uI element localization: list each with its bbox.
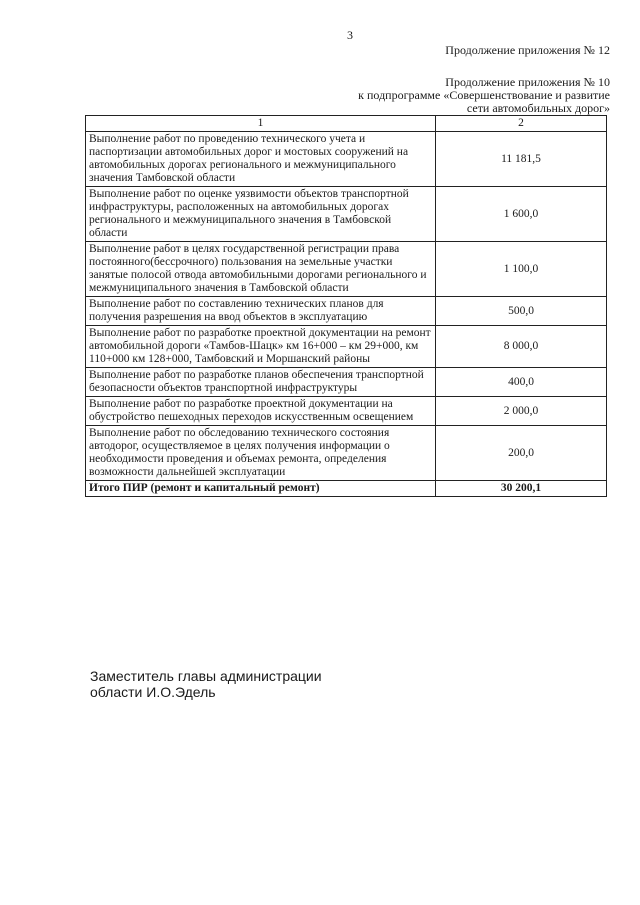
- work-description: Выполнение работ по разработке проектной документации на обустройство пешеходных переходов искусственным освещением: [86, 397, 436, 426]
- work-amount: 11 181,5: [436, 132, 607, 187]
- appendix-header-12: [445, 44, 610, 57]
- work-description: Выполнение работ по разработке проектной документации на ремонт автомобильной дороги «Тамбов-Шацк» км 16+000 – км 29+000, км 110+000 км 128+000, Тамбовский и Моршанский районы: [86, 326, 436, 368]
- work-amount: 200,0: [436, 426, 607, 481]
- table-row: [86, 368, 607, 397]
- work-description: Выполнение работ по разработке планов обеспечения транспортной безопасности объектов транспортной инфраструктуры: [86, 368, 436, 397]
- signature-name: области И.О.Эдель: [90, 684, 216, 700]
- signature-position: Заместитель главы администрации: [90, 668, 322, 684]
- appendix-line-2: Продолжение приложения № 10: [445, 75, 610, 89]
- work-amount: 2 000,0: [436, 397, 607, 426]
- table-row: [86, 132, 607, 187]
- table-row: [86, 397, 607, 426]
- work-amount: 1 100,0: [436, 242, 607, 297]
- table-row: [86, 426, 607, 481]
- appendix-line-3: к подпрограмме «Совершенствование и развитие: [358, 88, 610, 102]
- work-description: Выполнение работ по оценке уязвимости объектов транспортной инфраструктуры, расположенных на автомобильных дорогах регионального и межмуниципального значения в Тамбовской области: [86, 187, 436, 242]
- column-header-1: 1: [86, 116, 436, 132]
- table-row: [86, 242, 607, 297]
- column-header-2: 2: [436, 116, 607, 132]
- table-header-row: [86, 116, 607, 132]
- signature-block: [90, 668, 322, 700]
- total-label: Итого ПИР (ремонт и капитальный ремонт): [86, 481, 436, 497]
- appendix-line-4: сети автомобильных дорог»: [466, 101, 610, 115]
- works-table: [85, 115, 607, 497]
- table-row: [86, 187, 607, 242]
- work-amount: 1 600,0: [436, 187, 607, 242]
- page-number: 3: [347, 28, 353, 42]
- total-amount: 30 200,1: [436, 481, 607, 497]
- work-amount: 400,0: [436, 368, 607, 397]
- work-description: Выполнение работ по составлению технических планов для получения разрешения на ввод объектов в эксплуатацию: [86, 297, 436, 326]
- table-row: [86, 297, 607, 326]
- work-description: Выполнение работ в целях государственной регистрации права постоянного(бессрочного) пользования на земельные участки занятые полосой отвода автомобильными дорогами регионального и межмуниципального значения в Тамбовской области: [86, 242, 436, 297]
- work-description: Выполнение работ по проведению технического учета и паспортизации автомобильных дорог и мостовых сооружений на автомобильных дорогах регионального и межмуниципального значения Тамбовской области: [86, 132, 436, 187]
- appendix-header-10: [358, 76, 610, 115]
- work-description: Выполнение работ по обследованию технического состояния автодорог, осуществляемое в целях получения информации о необходимости проведения и объемах ремонта, определения возможности дальнейшей эксплуатации: [86, 426, 436, 481]
- work-amount: 500,0: [436, 297, 607, 326]
- table-row: [86, 326, 607, 368]
- table-total-row: [86, 481, 607, 497]
- work-amount: 8 000,0: [436, 326, 607, 368]
- appendix-line-1: Продолжение приложения № 12: [445, 43, 610, 57]
